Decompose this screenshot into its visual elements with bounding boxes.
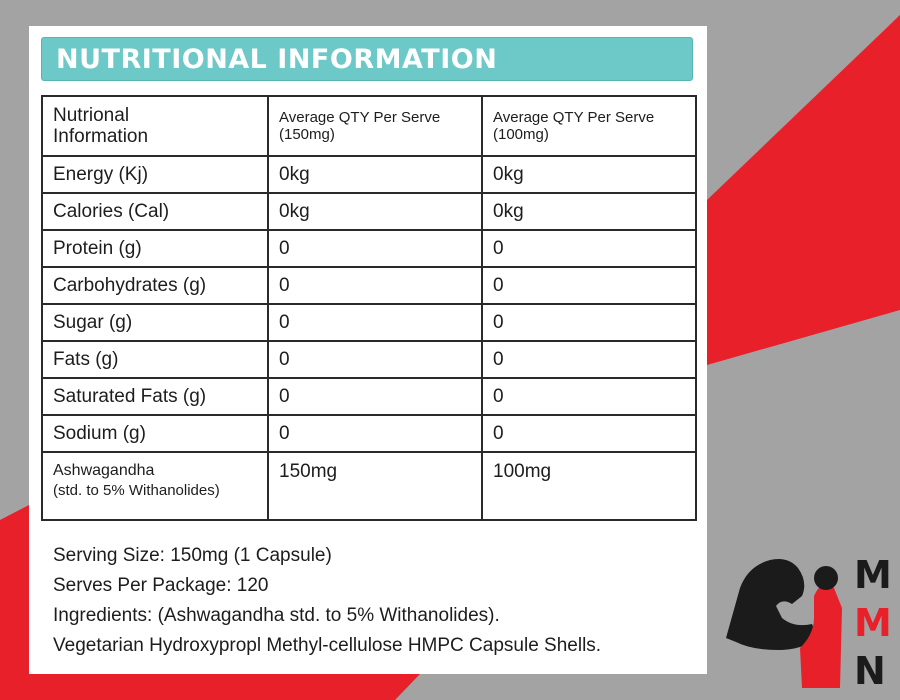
nutrient-name: Calories (Cal) [42,193,268,230]
nutrition-table [41,95,697,521]
value-100mg: 0kg [482,156,696,193]
nutrient-name: Saturated Fats (g) [42,378,268,415]
ashwagandha-note: (std. to 5% Withanolides) [53,482,220,499]
value-150mg: 0 [268,267,482,304]
value-100mg: 0 [482,267,696,304]
value-150mg: 0 [268,230,482,267]
table-header-row [42,96,696,156]
nutrient-name: Fats (g) [42,341,268,378]
table-row [42,415,696,452]
value-150mg: 0 [268,378,482,415]
value-100mg: 0 [482,378,696,415]
column-header-150mg: Average QTY Per Serve (150mg) [268,96,482,156]
logo-letter-3: N [854,649,886,690]
nutrient-name: Sugar (g) [42,304,268,341]
value-150mg: 0kg [268,156,482,193]
value-100mg: 0kg [482,193,696,230]
nutrient-name [42,452,268,520]
logo-letter-1: M [854,553,892,597]
value-150mg: 0 [268,415,482,452]
table-row [42,304,696,341]
value-150mg: 150mg [268,452,482,520]
product-details [53,541,601,661]
nutrition-panel [29,26,707,674]
column-header-100mg: Average QTY Per Serve (100mg) [482,96,696,156]
table-row [42,193,696,230]
flexing-arm-icon [726,559,842,688]
header-bar [41,37,693,81]
brand-logo [722,538,892,690]
ingredients: Ingredients: (Ashwagandha std. to 5% Withanolides). [53,605,500,626]
table-row [42,156,696,193]
value-150mg: 0 [268,341,482,378]
value-100mg: 0 [482,304,696,341]
ashwagandha-label: Ashwagandha [53,462,155,479]
table-row [42,378,696,415]
nutrient-name: Sodium (g) [42,415,268,452]
value-100mg: 0 [482,341,696,378]
nutrient-name: Protein (g) [42,230,268,267]
table-row [42,267,696,304]
table-row [42,341,696,378]
value-150mg: 0 [268,304,482,341]
column-header-nutrient: Nutrional Information [42,96,268,156]
value-150mg: 0kg [268,193,482,230]
logo-letter-2: M [854,601,892,645]
nutrient-name: Carbohydrates (g) [42,267,268,304]
value-100mg: 100mg [482,452,696,520]
page-title: NUTRITIONAL INFORMATION [56,44,498,75]
value-100mg: 0 [482,415,696,452]
table-row-ashwagandha [42,452,696,520]
table-row [42,230,696,267]
value-100mg: 0 [482,230,696,267]
nutrient-name: Energy (Kj) [42,156,268,193]
capsule-shells: Vegetarian Hydroxypropl Methyl-cellulose HMPC Capsule Shells. [53,635,602,656]
serving-size: Serving Size: 150mg (1 Capsule) [53,545,332,566]
serves-per-package: Serves Per Package: 120 [53,575,269,596]
